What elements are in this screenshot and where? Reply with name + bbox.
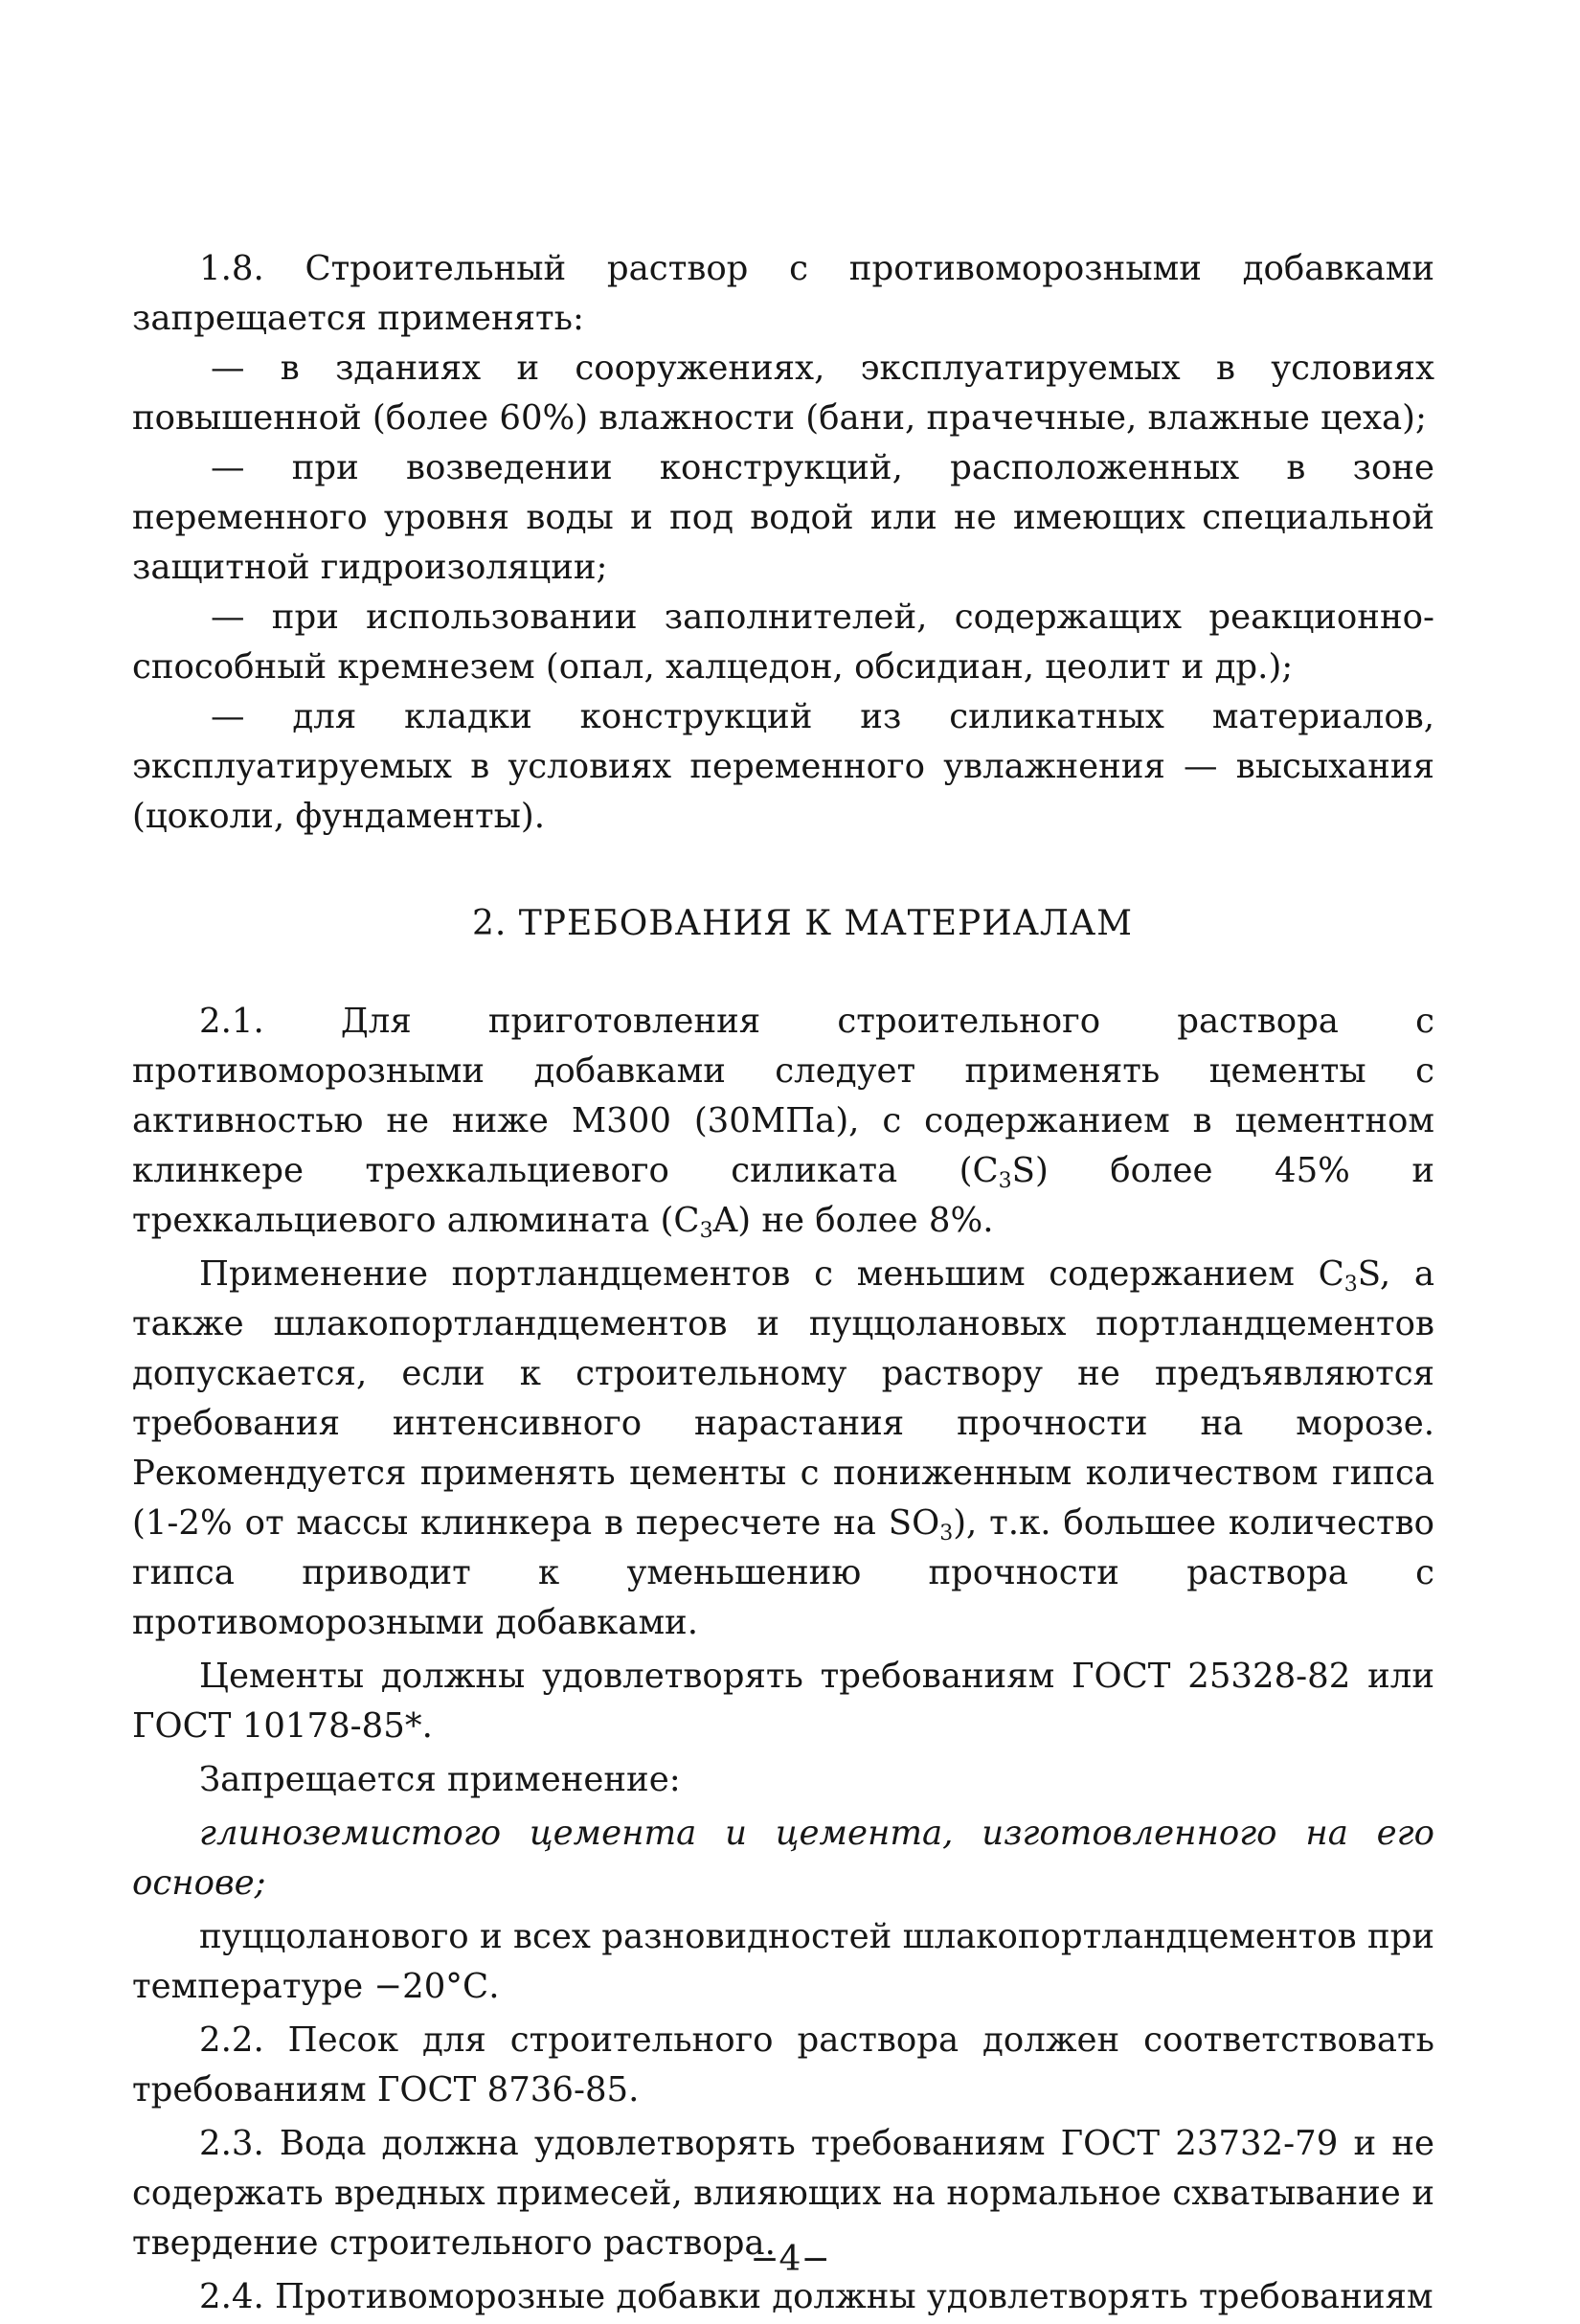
subscript: 3: [1343, 1273, 1358, 1297]
text-run: Применение портландцементов с меньшим содержанием C: [199, 1254, 1344, 1294]
paragraph-2-1: [132, 997, 1434, 1246]
paragraph-1-8: 1.8. Строительный раствор с противоморозными добавками запрещается применять:: [132, 249, 1434, 338]
paragraph-2-1-cement-types: [132, 1250, 1434, 1648]
text-run: ), т.к. большее количество гипса приводит к уменьшению прочности раствора с противоморозными добавками.: [132, 1503, 1434, 1642]
list-item: — в зданиях и сооружениях, эксплуатируемых в условиях повышенной (более 60%) влажности (бани, прачечные, влажные цеха);: [132, 349, 1434, 438]
paragraph-2-1-prohibited: Запрещается применение:: [199, 1760, 681, 1799]
paragraph-2-2: 2.2. Песок для строительного раствора должен соответствовать требованиям ГОСТ 8736-85.: [132, 2020, 1434, 2110]
text-run: S) более 45% и трехкальциевого алюмината (C: [132, 1151, 1434, 1240]
list-item: — при возведении конструкций, расположенных в зоне переменного уровня воды и под водой или не имеющих специальной защитной гидроизоляции;: [132, 448, 1434, 587]
page-number: −4−: [750, 2240, 830, 2279]
paragraph-2-1-alumina: глиноземистого цемента и цемента, изготовленного на его основе;: [132, 1814, 1434, 1903]
page-body: [132, 244, 1434, 2322]
section-heading: 2. ТРЕБОВАНИЯ К МАТЕРИАЛАМ: [471, 904, 1134, 943]
paragraph-2-1-gost: Цементы должны удовлетворять требованиям ГОСТ 25328-82 или ГОСТ 10178-85*.: [132, 1657, 1434, 1746]
paragraph-2-4: 2.4. Противоморозные добавки должны удовлетворять требованиям: [199, 2277, 1433, 2316]
list-item: — при использовании заполнителей, содержащих реакционно-способный кремнезем (опал, халцедон, обсидиан, цеолит и др.);: [132, 598, 1434, 687]
paragraph-2-1-pozzolan: пуццоланового и всех разновидностей шлакопортландцементов при температуре −20°С.: [132, 1917, 1434, 2006]
text-run: S, а также шлакопортландцементов и пуццолановых портландцементов допускается, если к строительному раствору не предъявляются требования интенсивного нарастания прочности на морозе. Рекомендуется применять цементы с пониженным количеством гипса (1-2% от массы клинкера в пересчете на SO: [132, 1254, 1435, 1543]
subscript: 3: [939, 1522, 954, 1546]
subscript: 3: [699, 1219, 713, 1243]
paragraph-2-3: 2.3. Вода должна удовлетворять требованиям ГОСТ 23732-79 и не содержать вредных примесей, влияющих на нормальное схватывание и твердение строительного раствора.: [132, 2124, 1434, 2263]
text-run: A) не более 8%.: [712, 1201, 994, 1240]
list-item: — для кладки конструкций из силикатных материалов, эксплуатируемых в условиях переменного увлажнения — высыхания (цоколи, фундаменты).: [132, 697, 1434, 836]
text-run: 2.1. Для приготовления строительного раствора с противоморозными добавками следует применять цементы с активностью не ниже М300 (30МПа), с содержанием в цементном клинкере трехкальциевого силиката (C: [132, 1002, 1434, 1190]
subscript: 3: [998, 1169, 1012, 1193]
